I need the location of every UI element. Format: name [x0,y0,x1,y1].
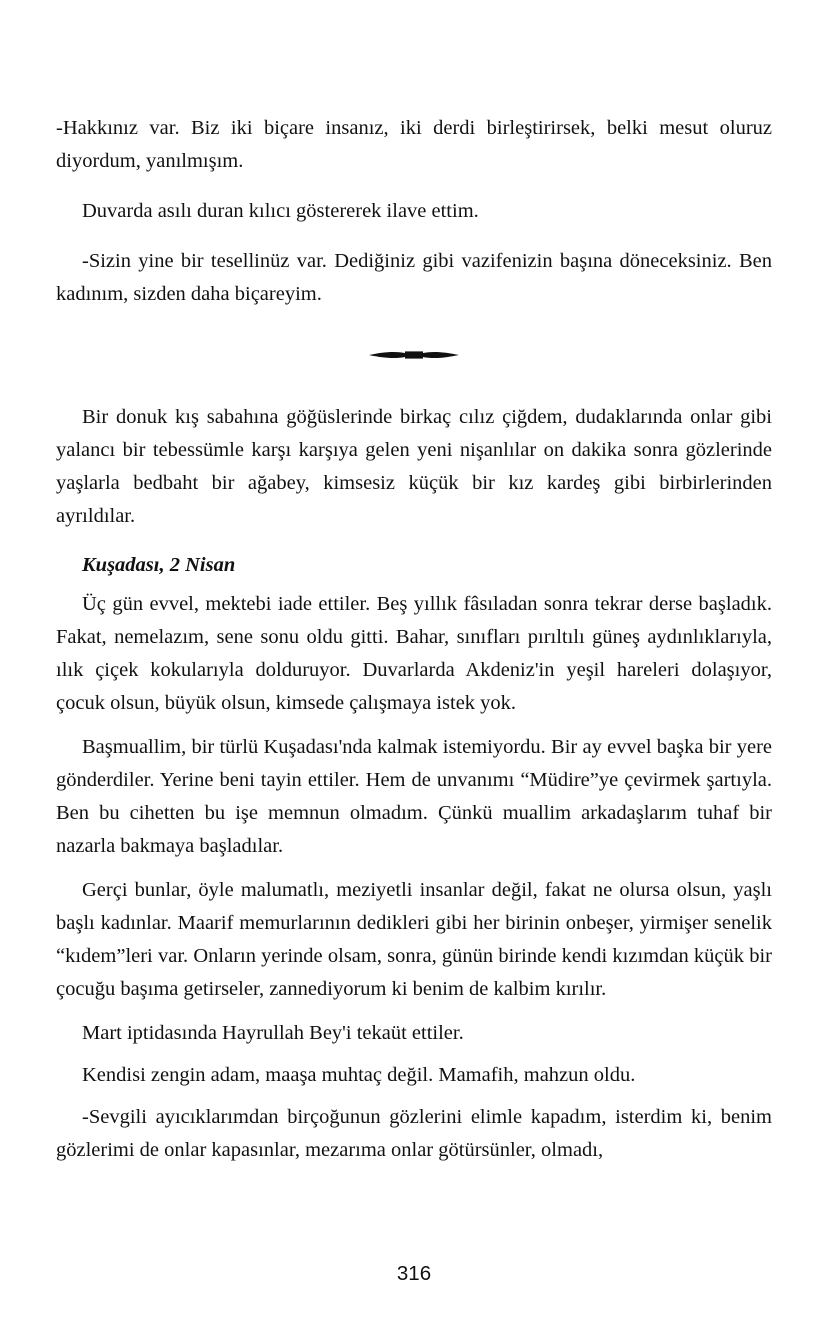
paragraph-sevgili-ayiciklarimdan: -Sevgili ayıcıklarımdan birçoğunun gözlerini elimle kapadım, isterdim ki, benim gözlerimi de onlar kapasınlar, mezarıma onlar götürsünler, olmadı, [56,1106,772,1161]
heading-kusadasi-date: Kuşadası, 2 Nisan [82,554,236,576]
page-number: 316 [396,1262,432,1285]
paragraph-mart-iptidasinda: Mart iptidasında Hayrullah Bey'i tekaüt ettiler. [82,1022,464,1044]
paragraph-uc-gun-evvel: Üç gün evvel, mektebi iade ettiler. Beş yıllık fâsıladan sonra tekrar derse başladık. Fakat, nemelazım, sene sonu oldu gitti. Bahar, sınıfları pırıltılı güneş aydınlıklarıyla, ılık çiçek kokularıyla dolduruyor. Duvarlarda Akdeniz'in yeşil hareleri dolaşıyor, çocuk olsun, büyük olsun, kimsede çalışmaya istek yok. [56,593,772,714]
paragraph-kendisi-zengin: Kendisi zengin adam, maaşa muhtaç değil. Mamafih, mahzun oldu. [82,1064,636,1086]
paragraph-duvarda-asili: Duvarda asılı duran kılıcı göstererek ilave ettim. [82,200,479,222]
paragraph-gerci-bunlar: Gerçi bunlar, öyle malumatlı, meziyetli insanlar değil, fakat ne olursa olsun, yaşlı başlı kadınlar. Maarif memurlarının dedikleri gibi her birinin onbeşer, yirmişer senelik “kıdem”leri var. Onların yerinde olsam, sonra, günün birinde kendi kızımdan küçük bir çocuğu başıma getirseler, zannediyorum ki benim de kalbim kırılır. [56,879,772,1000]
ornamental-rule-icon [56,325,772,385]
paragraph-hakkiniz-var: -Hakkınız var. Biz iki biçare insanız, iki derdi birleştirirsek, belki mesut oluruz diyordum, yanılmışım. [56,117,772,172]
paragraph-basmuallim: Başmuallim, bir türlü Kuşadası'nda kalmak istemiyordu. Bir ay evvel başka bir yere gönderdiler. Yerine beni tayin ettiler. Hem de unvanımı “Müdire”ye çevirmek şartıyla. Ben bu cihetten bu işe memnun olmadım. Çünkü muallim arkadaşlarım tuhaf bir nazarla bakmaya başladılar. [56,736,772,857]
paragraph-bir-donuk-kis: Bir donuk kış sabahına göğüslerinde birkaç cılız çiğdem, dudaklarında onlar gibi yalancı bir tebessümle karşı karşıya gelen yeni nişanlılar on dakika sonra gözlerinde yaşlarla bedbaht bir ağabey, kimsesiz küçük bir kız kardeş gibi birbirlerinden ayrıldılar. [56,406,772,527]
paragraph-sizin-yine: -Sizin yine bir tesellinüz var. Dediğiniz gibi vazifenizin başına döneceksiniz. Ben kadınım, sizden daha biçareyim. [56,250,772,305]
